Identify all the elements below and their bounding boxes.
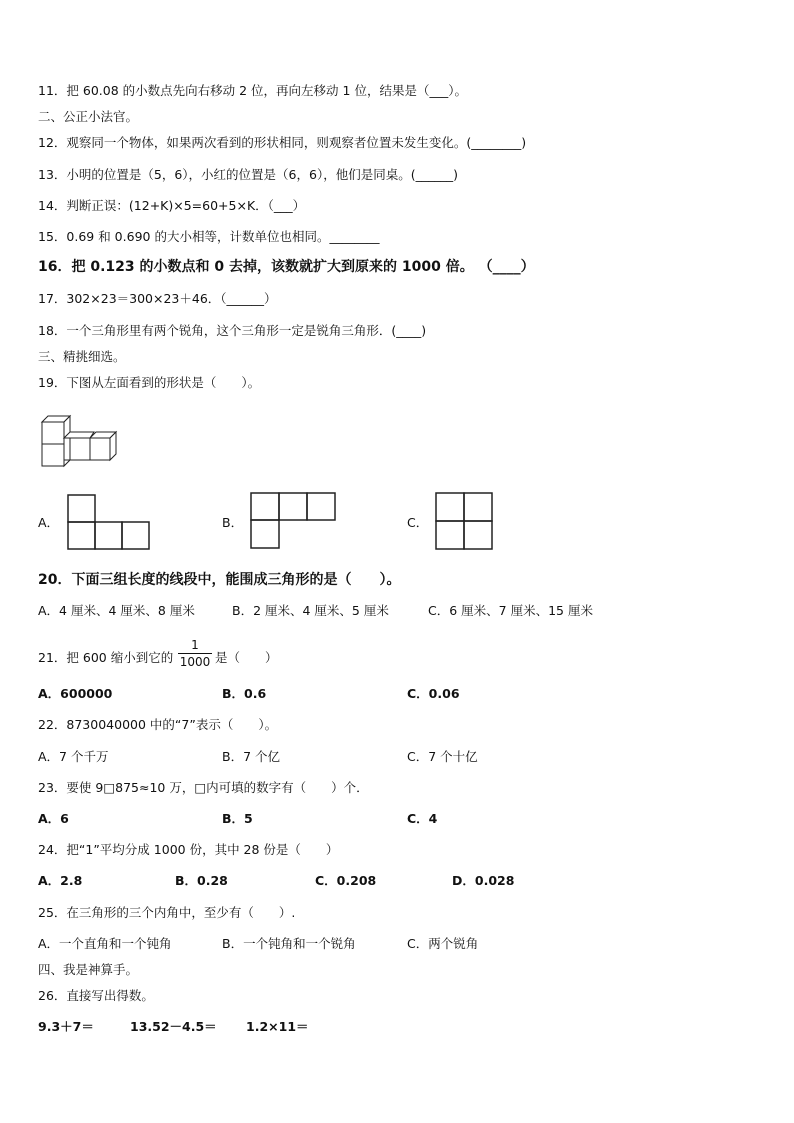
question-23: 23．要使 9□875≈10 万，□内可填的数字有（ ）个．: [38, 780, 369, 795]
q21-option-c: C．0.06: [407, 686, 460, 701]
q21-fraction-numerator: 1: [191, 638, 199, 652]
question-21-prefix: 21．把 600 缩小到它的: [38, 650, 174, 665]
q21-fraction: [178, 638, 212, 669]
q20-option-b: B．2 厘米、4 厘米、5 厘米: [232, 603, 389, 618]
question-24: 24．把“1”平均分成 1000 份，其中 28 份是（ ）: [38, 842, 339, 857]
question-13: 13．小明的位置是（5，6），小红的位置是（6，6），他们是同桌。(______): [38, 167, 458, 182]
q21-fraction-denominator: 1000: [179, 655, 211, 669]
question-25: 25．在三角形的三个内角中，至少有（ ）.: [38, 905, 296, 920]
question-14: 14．判断正误：(12+K)×5=60+5×K．（___）: [38, 198, 306, 213]
q19-option-a-label: A．: [38, 515, 60, 530]
question-16: 16．把 0.123 的小数点和 0 去掉，该数就扩大到原来的 1000 倍。 （____）: [38, 259, 535, 275]
q24-option-b: B．0.28: [175, 873, 228, 888]
q20-option-c: C．6 厘米、7 厘米、15 厘米: [428, 603, 593, 618]
question-11: 11．把 60.08 的小数点先向右移动 2 位，再向左移动 1 位，结果是（___）。: [38, 83, 467, 98]
q23-option-b: B．5: [222, 811, 253, 826]
q19-option-c-shape: [435, 492, 495, 552]
q21-option-a: A．600000: [38, 686, 113, 701]
question-21-suffix: 是（ ）: [215, 650, 278, 665]
question-26: 26．直接写出得数。: [38, 988, 154, 1003]
q26-item-3: 1.2×11＝: [246, 1019, 309, 1034]
q22-option-b: B．7 个亿: [222, 749, 281, 764]
q21-option-b: B．0.6: [222, 686, 267, 701]
question-20: 20．下面三组长度的线段中，能围成三角形的是（ ）。: [38, 572, 401, 588]
q19-option-a-shape: [67, 494, 153, 552]
q20-option-a: A．4 厘米、4 厘米、8 厘米: [38, 603, 195, 618]
q25-option-b: B．一个钝角和一个锐角: [222, 936, 356, 951]
q25-option-c: C．两个锐角: [407, 936, 479, 951]
q19-option-b-shape: [250, 492, 338, 552]
q21-fraction-bar: [178, 653, 212, 654]
question-17: 17．302×23＝300×23＋46．（______）: [38, 291, 277, 306]
section-3-title: 三、精挑细选。: [38, 349, 126, 364]
section-2-title: 二、公正小法官。: [38, 109, 139, 124]
cube-figure: [40, 408, 120, 468]
section-4-title: 四、我是神算手。: [38, 962, 139, 977]
q23-option-a: A．6: [38, 811, 69, 826]
question-19: 19．下图从左面看到的形状是（ ）。: [38, 375, 261, 390]
question-22: 22．8730040000 中的“7”表示（ ）。: [38, 717, 278, 732]
q25-option-a: A．一个直角和一个钝角: [38, 936, 172, 951]
q23-option-c: C．4: [407, 811, 438, 826]
question-12: 12．观察同一个物体，如果两次看到的形状相同，则观察者位置未发生变化。(________): [38, 135, 527, 150]
question-15: 15．0.69 和 0.690 的大小相等，计数单位也相同。________: [38, 229, 380, 244]
q26-item-1: 9.3＋7＝: [38, 1019, 94, 1034]
q19-option-c-label: C．: [407, 515, 429, 530]
q19-option-b-label: B．: [222, 515, 244, 530]
q24-option-c: C．0.208: [315, 873, 377, 888]
question-18: 18．一个三角形里有两个锐角，这个三角形一定是锐角三角形．(____): [38, 323, 427, 338]
q24-option-d: D．0.028: [452, 873, 515, 888]
q22-option-c: C．7 个十亿: [407, 749, 478, 764]
q22-option-a: A．7 个千万: [38, 749, 109, 764]
q26-item-2: 13.52－4.5＝: [130, 1019, 217, 1034]
q24-option-a: A．2.8: [38, 873, 83, 888]
